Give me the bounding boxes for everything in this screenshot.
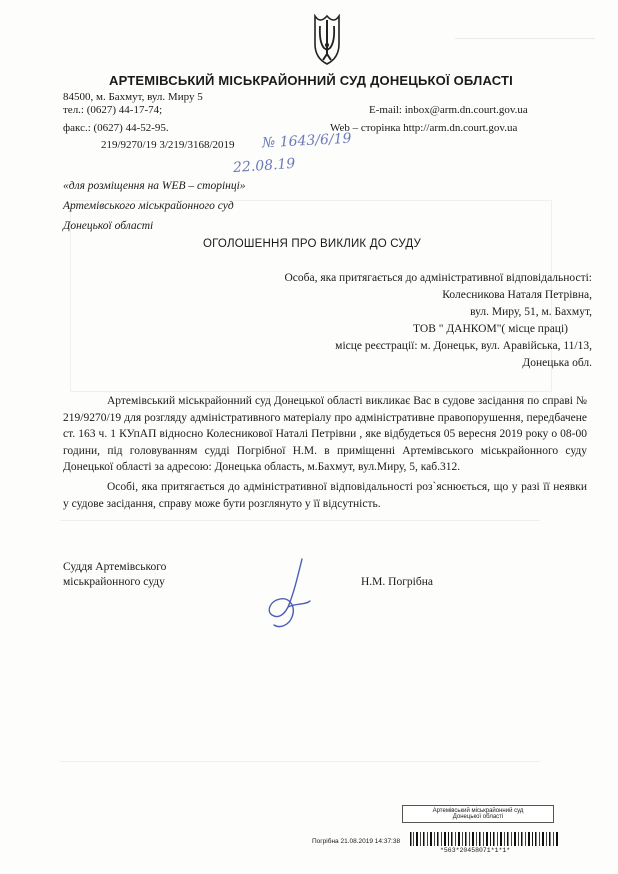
- e-signature-stamp: [402, 805, 554, 823]
- stamp-court-line-2: Донецької області: [452, 814, 504, 820]
- judge-name: Н.М. Погрібна: [361, 576, 433, 588]
- court-fax: факс.: (0627) 44-52-95.: [63, 122, 169, 134]
- court-name-heading: АРТЕМІВСЬКИЙ МІСЬКРАЙОННИЙ СУД ДОНЕЦЬКОЇ ОБЛАСТІ: [109, 73, 513, 88]
- court-email: E-mail: inbox@arm.dn.court.gov.ua: [369, 104, 528, 116]
- court-web: Web – сторінка http://arm.dn.court.gov.ua: [330, 122, 518, 134]
- absence-notice-paragraph: Особі, яка притягається до адміністративної відповідальності роз`яснюється, що у разі її неявки у судове засідання, справу може бути розглянуто у її відсутність.: [63, 481, 587, 510]
- person-block: [285, 270, 593, 372]
- handwritten-signature: [250, 555, 320, 635]
- court-phone: тел.: (0627) 44-17-74;: [63, 104, 163, 116]
- announcement-title: ОГОЛОШЕННЯ ПРО ВИКЛИК ДО СУДУ: [203, 238, 421, 250]
- person-name: Колесникова Наталя Петрівна,: [442, 289, 592, 301]
- person-address: вул. Миру, 51, м. Бахмут,: [470, 306, 592, 318]
- handwritten-reg-number: № 1643/6/19: [261, 130, 352, 152]
- case-numbers: 219/9270/19 3/219/3168/2019: [101, 139, 235, 151]
- signed-by-timestamp: Погрібна 21.08.2019 14:37:38: [312, 838, 401, 845]
- summons-paragraph: Артемівський міськрайонний суд Донецької області викликає Вас в судове засідання по справі № 219/9270/19 для розгляду адміністративного матеріалу про адміністративне правопорушення, передбачене ст. 163 ч. 1 КУпАП відносно Колесникової Наталі Петрівни , яке відбудеться 05 вересня 2019 року о 08-00 години, під головуванням судді Погрібної Н.М. в приміщенні Артемівського міськрайонного суду Донецької області за адресою: Донецька область, м.Бахмут, вул.Миру, 5, каб.312.: [63, 395, 587, 473]
- court-address: 84500, м. Бахмут, вул. Миру 5: [63, 91, 203, 103]
- signature-title-line-2: міськрайонного суду: [63, 576, 165, 588]
- signature-title-line-1: Суддя Артемівського: [63, 561, 167, 573]
- barcode-number: *563*20458071*1*1*: [440, 847, 511, 854]
- person-registration: місце реєстрації: м. Донецьк, вул. Аравійська, 11/13,: [335, 340, 592, 352]
- addressee-line-3: Донецької області: [63, 220, 154, 232]
- coat-of-arms-icon: [312, 14, 342, 66]
- handwritten-date: 22.08.19: [232, 155, 296, 177]
- person-workplace: ТОВ " ДАНКОМ"( місце праці): [413, 323, 568, 335]
- stamp-court-line-1: Артемівський міськрайонний суд: [432, 808, 524, 814]
- person-region: Донецька обл.: [522, 357, 592, 369]
- person-line-1: Особа, яка притягається до адміністративної відповідальності:: [284, 272, 592, 284]
- barcode: [410, 832, 560, 846]
- addressee-line-2: Артемівського міськрайонного суд: [63, 200, 234, 212]
- addressee-line-1: «для розміщення на WEB – сторінці»: [63, 180, 246, 192]
